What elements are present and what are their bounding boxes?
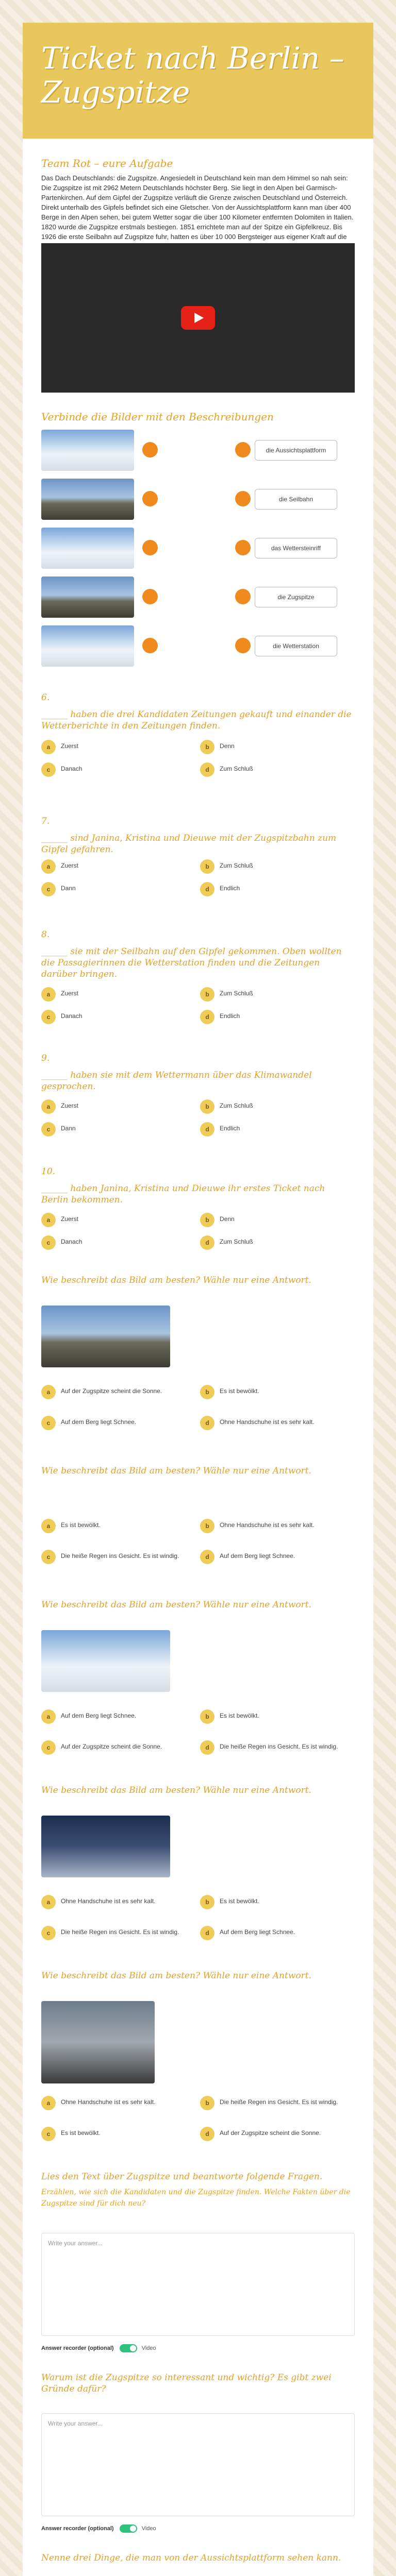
match-dot-left-5[interactable]: [142, 638, 158, 653]
answer-option[interactable]: [41, 1414, 191, 1439]
open-question-1: [23, 2171, 373, 2209]
option-text: Es ist bewölkt.: [220, 1387, 259, 1395]
option-letter: b: [200, 1709, 214, 1724]
toggle-label: Video: [141, 2345, 156, 2351]
picture-question-5: [23, 1970, 373, 1981]
question-6: [23, 692, 373, 732]
option-text: Auf dem Berg liegt Schnee.: [220, 1552, 295, 1560]
match-dot-right-5[interactable]: [235, 638, 251, 653]
option-letter: a: [41, 859, 56, 874]
question-10: [23, 1166, 373, 1206]
answer-option[interactable]: [200, 1414, 350, 1439]
match-label-4[interactable]: die Zugspitze: [255, 587, 337, 607]
option-letter: b: [200, 987, 214, 1002]
option-text: Die heiße Regen ins Gesicht. Es ist windig.: [220, 2098, 338, 2106]
option-text: Zuerst: [61, 862, 79, 869]
option-text: Ohne Handschuhe ist es sehr kalt.: [61, 1897, 156, 1905]
question-number: 9.: [41, 1053, 50, 1063]
answer-option[interactable]: [41, 985, 191, 1004]
question-text: Wie beschreibt das Bild am besten? Wähle nur eine Antwort.: [41, 1275, 311, 1285]
intro-section: [23, 157, 373, 251]
recorder-label: Answer recorder (optional): [41, 2525, 114, 2532]
option-text: Denn: [220, 1215, 235, 1223]
option-text: Zum Schluß: [220, 765, 253, 772]
answer-option[interactable]: [200, 1097, 350, 1116]
answer-option[interactable]: [41, 1517, 191, 1543]
answer-option[interactable]: [41, 1548, 191, 1573]
match-dot-left-2[interactable]: [142, 491, 158, 506]
question-subtext: Erzählen, wie sich die Kandidaten und die Zugspitze finden. Welche Fakten über die Zugspitze sind für dich neu?: [41, 2188, 351, 2208]
match-image-3: [41, 528, 134, 569]
match-dot-right-3[interactable]: [235, 540, 251, 555]
option-text: Auf der Zugspitze scheint die Sonne.: [220, 2129, 321, 2137]
option-letter: c: [41, 762, 56, 777]
worksheet-page: [23, 23, 373, 2576]
recorder-label: Answer recorder (optional): [41, 2345, 114, 2351]
option-text: Es ist bewölkt.: [61, 1521, 101, 1529]
option-text: Ohne Handschuhe ist es sehr kalt.: [61, 2098, 156, 2106]
video-player[interactable]: [41, 243, 355, 393]
option-letter: d: [200, 1235, 214, 1250]
option-letter: c: [41, 1122, 56, 1137]
option-letter: d: [200, 1926, 214, 1940]
option-letter: d: [200, 1416, 214, 1430]
answer-option[interactable]: [41, 857, 191, 876]
option-letter: a: [41, 987, 56, 1002]
open-question-2: [23, 2372, 373, 2395]
option-letter: b: [200, 1385, 214, 1399]
option-text: Zum Schluß: [220, 990, 253, 997]
match-dot-left-4[interactable]: [142, 589, 158, 604]
option-letter: d: [200, 1550, 214, 1564]
question-9: [23, 1053, 373, 1092]
option-text: Zum Schluß: [220, 862, 253, 869]
question-text: ______ sind Janina, Kristina und Dieuwe mit der Zugspitzbahn zum Gipfel gefahren.: [41, 833, 337, 855]
match-image-2: [41, 479, 134, 520]
intro-text: Das Dach Deutschlands: die Zugspitze. Angesiedelt in Deutschland kein man dem Himmel so nah sein: Die Zugspitze ist mit 2962 Metern Deutschlands höchster Berg. Sie liegt in den Alpen bei Garmisch-Partenkirchen. Auf dem Gipfel der Zugspitze verläuft die Grenze zwischen Deutschland und Österreich. Direkt unterhalb des Gipfels befindet sich eine Gletscher. Von der Aussichtsplattform kann man über 400 Berge in den Alpen sehen, bei gutem Wetter sogar die über 100 Kilometer entfernten Dolomiten in Italien. 1820 wurde die Zugspitze erstmals bestiegen. 1851 errichtete man auf der Spitze ein Gipfelkreuz. Bis 1926 die erste Seilbahn auf Zugspitze fuhr, hatten es über 10 000 Bergsteiger aus eigener Kraft auf die: [41, 174, 354, 241]
answer-option[interactable]: [41, 2094, 191, 2120]
option-text: Auf der Zugspitze scheint die Sonne.: [61, 1387, 162, 1395]
answer-option[interactable]: [200, 1120, 350, 1139]
answer-option[interactable]: [200, 2094, 350, 2120]
option-text: Es ist bewölkt.: [61, 2129, 101, 2137]
option-text: Zuerst: [61, 990, 79, 997]
option-letter: b: [200, 1519, 214, 1533]
option-letter: d: [200, 1740, 214, 1755]
option-letter: b: [200, 1895, 214, 1909]
question-image: [41, 1816, 170, 1877]
picture-question-1: [23, 1275, 373, 1286]
answer-recorder[interactable]: [41, 2344, 156, 2352]
answer-option[interactable]: [200, 1383, 350, 1409]
answer-option[interactable]: [41, 1707, 191, 1733]
answer-option[interactable]: [200, 1707, 350, 1733]
answer-option[interactable]: [200, 1233, 350, 1252]
question-text: ______ haben die drei Kandidaten Zeitungen gekauft und einander die Wetterberichte in den Zeitungen finden.: [41, 709, 352, 731]
answer-option[interactable]: [200, 738, 350, 756]
answer-option[interactable]: [41, 1233, 191, 1252]
toggle-label: Video: [141, 2525, 156, 2532]
answer-textarea[interactable]: Write your answer...: [41, 2233, 355, 2336]
picture-question-3: [23, 1599, 373, 1611]
answer-recorder[interactable]: [41, 2524, 156, 2533]
option-letter: d: [200, 1122, 214, 1137]
picture-question-2: [23, 1465, 373, 1477]
page-title: Ticket nach Berlin – Zugspitze: [41, 41, 344, 110]
answer-option[interactable]: [41, 1120, 191, 1139]
option-letter: a: [41, 1213, 56, 1227]
option-text: Die heiße Regen ins Gesicht. Es ist windig.: [220, 1743, 338, 1750]
answer-option[interactable]: [200, 1738, 350, 1764]
answer-option[interactable]: [41, 1383, 191, 1409]
option-text: Zuerst: [61, 742, 79, 750]
answer-option[interactable]: [200, 1008, 350, 1026]
answer-option[interactable]: [41, 2125, 191, 2150]
question-number: 7.: [41, 816, 50, 826]
option-letter: b: [200, 859, 214, 874]
option-text: Es ist bewölkt.: [220, 1712, 259, 1719]
option-text: Zuerst: [61, 1215, 79, 1223]
answer-option[interactable]: [200, 1924, 350, 1950]
question-text: ______ haben sie mit dem Wettermann über das Klimawandel gesprochen.: [41, 1070, 312, 1092]
play-icon[interactable]: [181, 306, 215, 330]
option-text: Endlich: [220, 1125, 240, 1132]
option-text: Endlich: [220, 1012, 240, 1020]
match-dot-right-2[interactable]: [235, 491, 251, 506]
match-image-5: [41, 625, 134, 667]
option-letter: a: [41, 1099, 56, 1114]
answer-option[interactable]: [41, 1097, 191, 1116]
match-label-2[interactable]: die Seilbahn: [255, 489, 337, 510]
option-letter: a: [41, 1895, 56, 1909]
option-letter: b: [200, 2096, 214, 2110]
question-image: [41, 1630, 170, 1692]
option-text: Die heiße Regen ins Gesicht. Es ist windig.: [61, 1552, 179, 1560]
option-letter: c: [41, 1416, 56, 1430]
option-text: Dann: [61, 885, 76, 892]
question-text: Lies den Text über Zugspitze und beantworte folgende Fragen.: [41, 2172, 323, 2182]
answer-option[interactable]: [41, 880, 191, 899]
option-text: Auf der Zugspitze scheint die Sonne.: [61, 1743, 162, 1750]
option-text: Auf dem Berg liegt Schnee.: [61, 1712, 137, 1719]
answer-option[interactable]: [200, 1893, 350, 1919]
match-dot-left-1[interactable]: [142, 442, 158, 457]
answer-option[interactable]: [200, 760, 350, 779]
option-text: Auf dem Berg liegt Schnee.: [61, 1418, 137, 1426]
answer-option[interactable]: [200, 1548, 350, 1573]
option-letter: d: [200, 1010, 214, 1024]
option-letter: c: [41, 1926, 56, 1940]
answer-option[interactable]: [41, 1008, 191, 1026]
answer-option[interactable]: [41, 1211, 191, 1229]
match-heading: Verbinde die Bilder mit den Beschreibungen: [41, 411, 274, 423]
option-text: Ohne Handschuhe ist es sehr kalt.: [220, 1418, 315, 1426]
match-label-1[interactable]: die Aussichtsplattform: [255, 440, 337, 461]
question-image: [41, 2001, 155, 2083]
question-number: 8.: [41, 929, 50, 940]
answer-option[interactable]: [41, 1738, 191, 1764]
open-question-3: [23, 2552, 373, 2564]
match-dot-right-4[interactable]: [235, 589, 251, 604]
question-number: 6.: [41, 692, 50, 703]
option-letter: a: [41, 1519, 56, 1533]
answer-option[interactable]: [200, 985, 350, 1004]
answer-option[interactable]: [200, 1211, 350, 1229]
question-7: [23, 816, 373, 855]
match-image-1: [41, 430, 134, 471]
title-banner: [23, 23, 373, 139]
option-letter: d: [200, 882, 214, 896]
option-letter: a: [41, 1709, 56, 1724]
option-text: Danach: [61, 765, 82, 772]
option-letter: c: [41, 1010, 56, 1024]
option-letter: a: [41, 2096, 56, 2110]
answer-option[interactable]: [200, 880, 350, 899]
answer-option[interactable]: [41, 760, 191, 779]
option-text: Es ist bewölkt.: [220, 1897, 259, 1905]
option-letter: c: [41, 1550, 56, 1564]
match-label-3[interactable]: das Wettersteinriff: [255, 538, 337, 558]
video-toggle[interactable]: [120, 2524, 137, 2533]
option-text: Danach: [61, 1238, 82, 1245]
option-letter: b: [200, 1099, 214, 1114]
option-text: Denn: [220, 742, 235, 750]
question-number: 10.: [41, 1166, 56, 1177]
option-letter: c: [41, 1235, 56, 1250]
option-letter: b: [200, 740, 214, 754]
match-dot-left-3[interactable]: [142, 540, 158, 555]
option-letter: d: [200, 2127, 214, 2141]
match-image-4: [41, 577, 134, 618]
question-text: Wie beschreibt das Bild am besten? Wähle nur eine Antwort.: [41, 1466, 311, 1476]
option-letter: a: [41, 740, 56, 754]
question-text: ______ haben Janina, Kristina und Dieuwe ihr erstes Ticket nach Berlin bekommen.: [41, 1183, 325, 1205]
option-letter: a: [41, 1385, 56, 1399]
question-text: ______ sie mit der Seilbahn auf den Gipfel gekommen. Oben wollten die Passagierinnen die Wetterstation finden und die Zeitungen darüber bringen.: [41, 946, 342, 979]
intro-heading: Team Rot – eure Aufgabe: [41, 157, 173, 170]
question-text: Nenne drei Dinge, die man von der Aussichtsplattform sehen kann.: [41, 2553, 341, 2563]
option-text: Danach: [61, 1012, 82, 1020]
question-text: Wie beschreibt das Bild am besten? Wähle nur eine Antwort.: [41, 1971, 311, 1981]
option-letter: c: [41, 882, 56, 896]
question-image: [41, 1306, 170, 1367]
match-dot-right-1[interactable]: [235, 442, 251, 457]
video-toggle[interactable]: [120, 2344, 137, 2352]
option-text: Zum Schluß: [220, 1238, 253, 1245]
match-section: [23, 410, 373, 423]
option-text: Die heiße Regen ins Gesicht. Es ist windig.: [61, 1928, 179, 1936]
option-text: Endlich: [220, 885, 240, 892]
answer-textarea[interactable]: Write your answer...: [41, 2413, 355, 2516]
option-text: Zum Schluß: [220, 1102, 253, 1109]
match-label-5[interactable]: die Wetterstation: [255, 636, 337, 656]
option-text: Auf dem Berg liegt Schnee.: [220, 1928, 295, 1936]
option-text: Dann: [61, 1125, 76, 1132]
option-letter: d: [200, 762, 214, 777]
question-text: Warum ist die Zugspitze so interessant und wichtig? Es gibt zwei Gründe dafür?: [41, 2372, 332, 2394]
answer-option[interactable]: [41, 1924, 191, 1950]
option-letter: c: [41, 2127, 56, 2141]
answer-option[interactable]: [200, 857, 350, 876]
option-text: Ohne Handschuhe ist es sehr kalt.: [220, 1521, 315, 1529]
answer-option[interactable]: [41, 738, 191, 756]
option-text: Zuerst: [61, 1102, 79, 1109]
option-letter: c: [41, 1740, 56, 1755]
answer-option[interactable]: [200, 2125, 350, 2150]
option-letter: b: [200, 1213, 214, 1227]
question-text: Wie beschreibt das Bild am besten? Wähle nur eine Antwort.: [41, 1600, 311, 1610]
answer-option[interactable]: [200, 1517, 350, 1543]
answer-option[interactable]: [41, 1893, 191, 1919]
picture-question-4: [23, 1785, 373, 1796]
question-8: [23, 929, 373, 980]
question-text: Wie beschreibt das Bild am besten? Wähle nur eine Antwort.: [41, 1785, 311, 1795]
